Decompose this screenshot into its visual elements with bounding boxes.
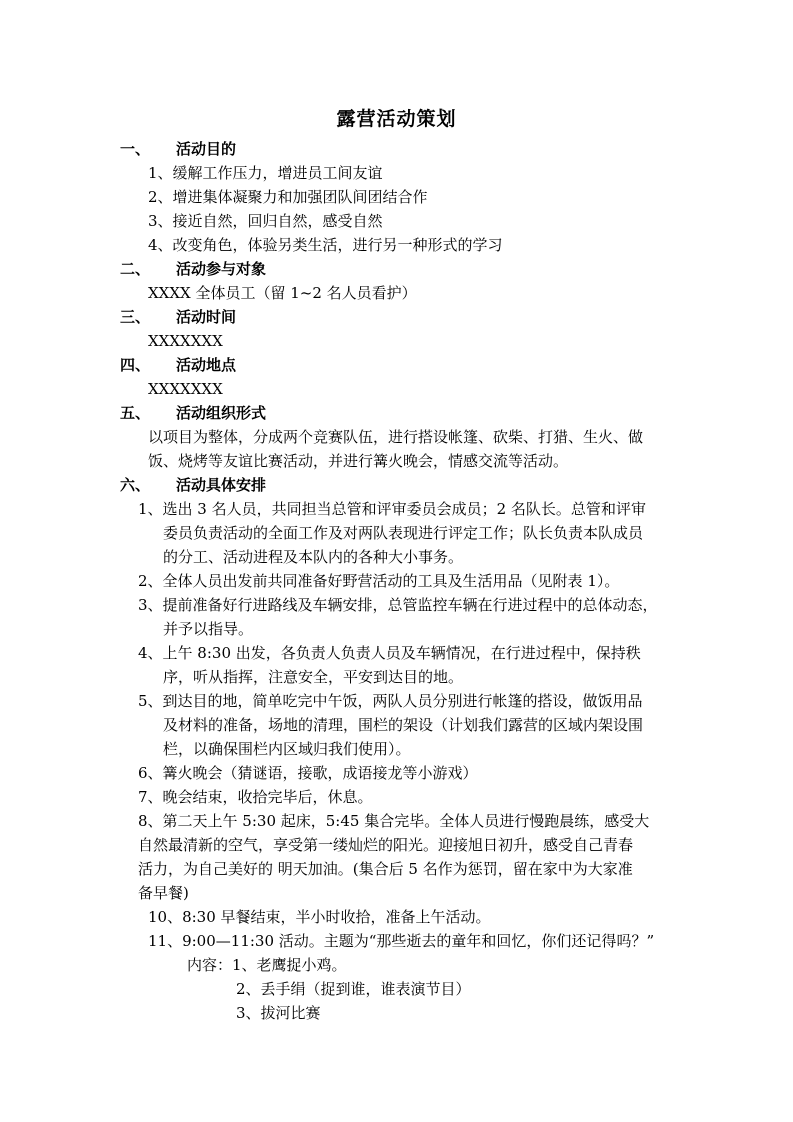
section-title: 活动具体安排 xyxy=(176,476,267,494)
section-heading-purpose xyxy=(120,137,236,161)
section-title: 活动参与对象 xyxy=(176,260,267,278)
schedule-line: 委员负责活动的全面工作及对两队表现进行评定工作；队长负责本队成员 xyxy=(163,524,644,542)
paragraph-line: 以项目为整体，分成两个竞赛队伍，进行搭设帐篷、砍柴、打猎、生火、做 xyxy=(148,428,644,446)
schedule-line: 及材料的准备，场地的清理，围栏的架设（计划我们露营的区域内架设围 xyxy=(163,716,644,734)
schedule-line: 7、晚会结束，收拾完毕后，休息。 xyxy=(138,788,373,806)
list-item: 1、缓解工作压力，增进员工间友谊 xyxy=(148,164,383,182)
section-heading-participants xyxy=(120,257,266,281)
page-title: 露营活动策划 xyxy=(336,108,457,130)
section-number: 二、 xyxy=(120,260,151,278)
schedule-line: 序，听从指挥，注意安全，平安到达目的地。 xyxy=(163,668,464,686)
section-number: 五、 xyxy=(120,404,151,422)
schedule-line: 6、篝火晚会（猜谜语，接歌，成语接龙等小游戏） xyxy=(138,764,478,782)
list-item: 2、增进集体凝聚力和加强团队间团结合作 xyxy=(148,188,428,206)
schedule-line: 11、9:00—11:30 活动。主题为“那些逝去的童年和回忆，你们还记得吗？” xyxy=(148,932,655,950)
section-heading-location xyxy=(120,353,236,377)
section-heading-format xyxy=(120,401,266,425)
section-number: 四、 xyxy=(120,356,151,374)
schedule-line: 10、8:30 早餐结束，半小时收拾，准备上午活动。 xyxy=(148,908,491,926)
list-item: 4、改变角色，体验另类生活，进行另一种形式的学习 xyxy=(148,236,503,254)
schedule-line: 自然最清新的空气，享受第一缕灿烂的阳光。迎接旭日初升，感受自己青春 xyxy=(138,836,634,854)
section-title: 活动目的 xyxy=(176,140,237,158)
section-number: 一、 xyxy=(120,140,151,158)
schedule-line: 2、丢手绢（捉到谁，谁表演节目） xyxy=(236,980,471,998)
section-heading-schedule xyxy=(120,473,266,497)
location-text: XXXXXXX xyxy=(148,380,223,398)
schedule-line: 5、到达目的地，简单吃完中午饭，两队人员分别进行帐篷的搭设，做饭用品 xyxy=(138,692,643,710)
schedule-line: 3、拔河比赛 xyxy=(236,1004,321,1022)
schedule-line: 的分工、活动进程及本队内的各种大小事务。 xyxy=(163,548,464,566)
section-number: 六、 xyxy=(120,476,151,494)
list-item: 3、接近自然，回归自然，感受自然 xyxy=(148,212,383,230)
schedule-line: 并予以指导。 xyxy=(163,620,254,638)
schedule-line: 3、提前准备好行进路线及车辆安排，总管监控车辆在行进过程中的总体动态， xyxy=(138,596,658,614)
section-title: 活动组织形式 xyxy=(176,404,267,422)
section-number: 三、 xyxy=(120,308,151,326)
schedule-line: 备早餐) xyxy=(138,884,189,902)
section-heading-time xyxy=(120,305,236,329)
schedule-line: 4、上午 8:30 出发，各负责人负责人员及车辆情况，在行进过程中，保持秩 xyxy=(138,644,641,662)
schedule-line: 活力，为自己美好的 明天加油。(集合后 5 名作为惩罚，留在家中为大家准 xyxy=(138,860,633,878)
schedule-line: 栏，以确保围栏内区域归我们使用）。 xyxy=(163,740,411,758)
schedule-line: 2、全体人员出发前共同准备好野营活动的工具及生活用品（见附表 1）。 xyxy=(138,572,620,590)
section-title: 活动时间 xyxy=(176,308,237,326)
schedule-line: 8、第二天上午 5:30 起床，5:45 集合完毕。全体人员进行慢跑晨练，感受大 xyxy=(138,812,650,830)
section-title: 活动地点 xyxy=(176,356,237,374)
schedule-line: 内容：1、老鹰捉小鸡。 xyxy=(187,956,347,974)
paragraph-line: 饭、烧烤等友谊比赛活动，并进行篝火晚会，情感交流等活动。 xyxy=(148,452,569,470)
schedule-line: 1、选出 3 名人员，共同担当总管和评审委员会成员；2 名队长。总管和评审 xyxy=(138,500,646,518)
participants-text: XXXX 全体员工（留 1~2 名人员看护） xyxy=(148,284,417,302)
time-text: XXXXXXX xyxy=(148,332,223,350)
